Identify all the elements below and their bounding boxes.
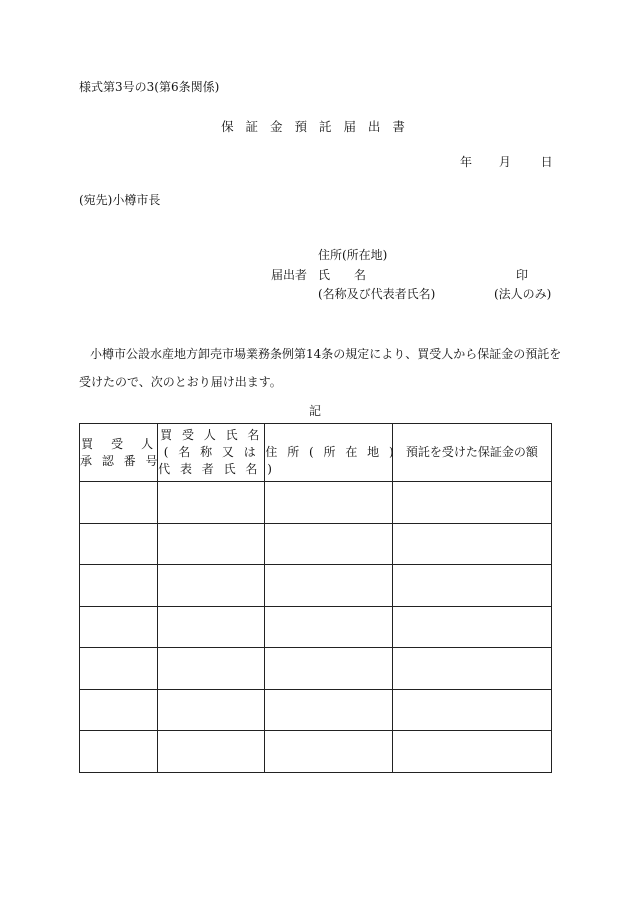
- body-text-line-1: 小樽市公設水産地方卸売市場業務条例第14条の規定により、買受人から保証金の預託を: [90, 347, 562, 361]
- date-year: 年: [460, 155, 473, 169]
- table-cell[interactable]: [265, 523, 392, 565]
- table-row: [80, 482, 552, 524]
- document-title: 保 証 金 預 託 届 出 書: [221, 119, 409, 134]
- table-cell[interactable]: [80, 648, 158, 690]
- header-text-line: 買 受 人: [81, 436, 157, 451]
- table-cell[interactable]: [265, 689, 392, 731]
- seal-label: 印: [516, 268, 529, 282]
- table-header-row: [80, 424, 552, 482]
- representative-label: (名称及び代表者氏名): [318, 287, 436, 301]
- table-cell[interactable]: [80, 482, 158, 524]
- table-cell[interactable]: [392, 731, 551, 773]
- header-address: [265, 424, 397, 482]
- table-cell[interactable]: [158, 482, 265, 524]
- table-cell[interactable]: [392, 689, 551, 731]
- body-text-line-2: 受けたので、次のとおり届け出ます。: [79, 375, 282, 389]
- table-cell[interactable]: [80, 606, 158, 648]
- table-row: [80, 565, 552, 607]
- header-deposit-amount: [392, 424, 551, 482]
- form-number: 様式第3号の3(第6条関係): [79, 80, 220, 94]
- ki-label: 記: [308, 404, 321, 418]
- header-text-line: 代 表 者 氏 名 ): [158, 462, 275, 476]
- table-cell[interactable]: [158, 731, 265, 773]
- table-cell[interactable]: [392, 565, 551, 607]
- table-cell[interactable]: [265, 648, 392, 690]
- corporation-only-label: (法人のみ): [494, 287, 552, 301]
- table-row: [80, 606, 552, 648]
- header-text-line: 預託を受けた保証金の額: [405, 445, 538, 459]
- applicant-label: 届出者: [271, 268, 308, 282]
- table-body: [80, 482, 552, 773]
- table-cell[interactable]: [392, 482, 551, 524]
- header-text-line: 承 認 番 号: [80, 453, 161, 468]
- header-text-line: 買 受 人 氏 名: [160, 428, 263, 442]
- table-cell[interactable]: [392, 648, 551, 690]
- table-cell[interactable]: [265, 731, 392, 773]
- table-row: [80, 731, 552, 773]
- date-line: [460, 155, 553, 169]
- table-cell[interactable]: [158, 565, 265, 607]
- table-cell[interactable]: [265, 565, 392, 607]
- table-row: [80, 523, 552, 565]
- table-cell[interactable]: [392, 523, 551, 565]
- date-month: 月: [498, 155, 511, 169]
- header-approval-number: [80, 424, 161, 482]
- deposit-table: [79, 423, 552, 773]
- table-cell[interactable]: [80, 565, 158, 607]
- table-cell[interactable]: [265, 482, 392, 524]
- header-text-line: ( 名 称 又 は: [163, 445, 259, 459]
- table-cell[interactable]: [80, 523, 158, 565]
- addressee: (宛先)小樽市長: [79, 193, 161, 207]
- table-cell[interactable]: [158, 689, 265, 731]
- table-cell[interactable]: [158, 523, 265, 565]
- table-cell[interactable]: [158, 606, 265, 648]
- table-row: [80, 689, 552, 731]
- header-buyer-name: [158, 424, 275, 482]
- date-day: 日: [540, 155, 553, 169]
- name-label: 氏 名: [318, 268, 367, 282]
- table-cell[interactable]: [158, 648, 265, 690]
- table-cell[interactable]: [80, 689, 158, 731]
- table-row: [80, 648, 552, 690]
- table-cell[interactable]: [80, 731, 158, 773]
- table-cell[interactable]: [265, 606, 392, 648]
- address-label: 住所(所在地): [318, 248, 388, 262]
- table-cell[interactable]: [392, 606, 551, 648]
- header-text-line: 住 所 ( 所 在 地 ): [265, 445, 397, 459]
